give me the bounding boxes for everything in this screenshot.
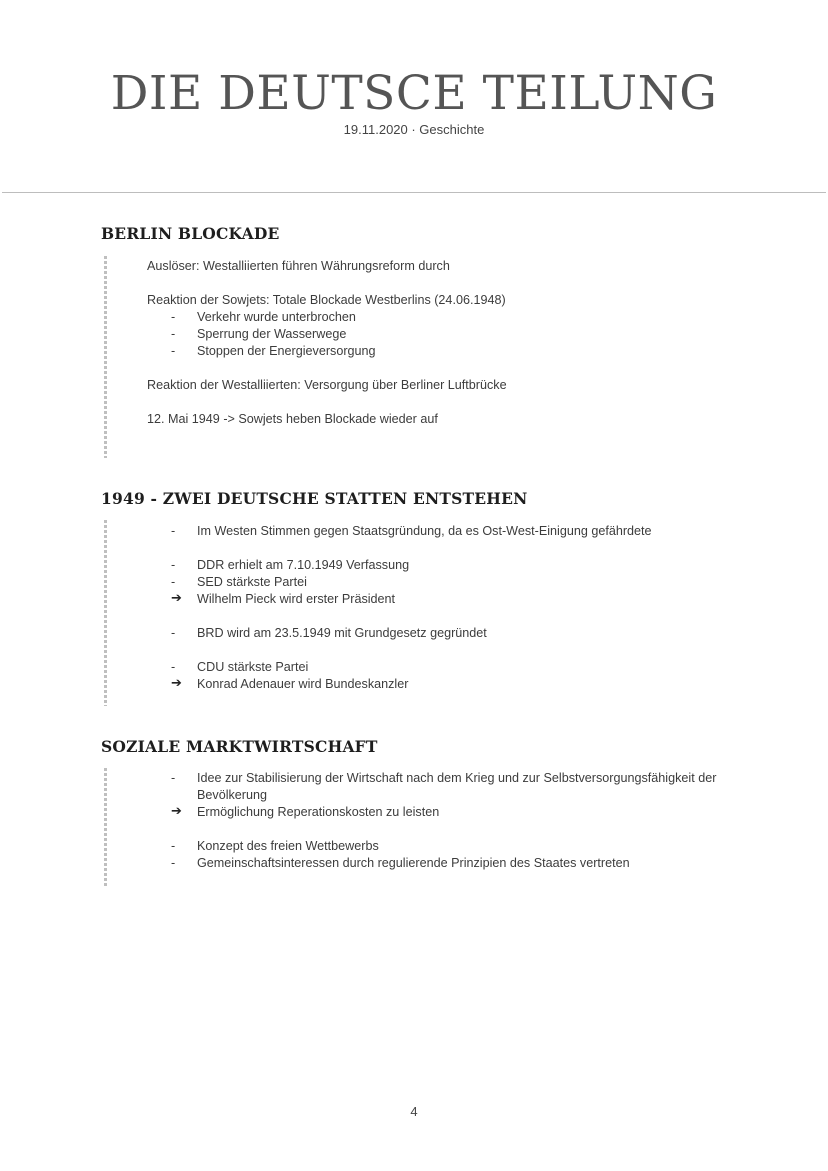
list-item: Idee zur Stabilisierung der Wirtschaft nach dem Krieg und zur Selbstversorgungsfähigkeit der	[197, 771, 717, 785]
arrow-right-icon: ➔	[171, 590, 182, 605]
list-item: Konrad Adenauer wird Bundeskanzler	[197, 677, 409, 691]
document-title: DIE DEUTSCE TEILUNG	[110, 66, 718, 121]
list-item: CDU stärkste Partei	[197, 660, 309, 674]
dash-bullet-icon: -	[171, 839, 176, 853]
section-bar	[104, 520, 107, 706]
dash-bullet-icon: -	[171, 327, 176, 341]
dash-bullet-icon: -	[171, 626, 176, 640]
dash-bullet-icon: -	[171, 558, 176, 572]
list-item-continuation: Bevölkerung	[197, 788, 268, 802]
document-subtitle: 19.11.2020 · Geschichte	[343, 122, 485, 137]
list-item: Wilhelm Pieck wird erster Präsident	[197, 592, 396, 606]
list-item: SED stärkste Partei	[197, 575, 307, 589]
list-item: Konzept des freien Wettbewerbs	[197, 839, 379, 853]
header-divider	[2, 192, 826, 193]
dash-bullet-icon: -	[171, 856, 176, 870]
section-bar	[104, 768, 107, 886]
dash-bullet-icon: -	[171, 771, 176, 785]
list-item: Stoppen der Energieversorgung	[197, 344, 376, 358]
list-item: Verkehr wurde unterbrochen	[197, 310, 356, 324]
arrow-right-icon: ➔	[171, 675, 182, 690]
section-bar	[104, 256, 107, 458]
text-line: Reaktion der Westalliierten: Versorgung über Berliner Luftbrücke	[147, 378, 507, 392]
list-item: Im Westen Stimmen gegen Staatsgründung, da es Ost-West-Einigung gefährdete	[197, 524, 652, 538]
arrow-right-icon: ➔	[171, 803, 182, 818]
text-line: Auslöser: Westalliierten führen Währungsreform durch	[147, 259, 450, 273]
dash-bullet-icon: -	[171, 524, 176, 538]
dash-bullet-icon: -	[171, 310, 176, 324]
list-item: BRD wird am 23.5.1949 mit Grundgesetz gegründet	[197, 626, 487, 640]
list-item: Ermöglichung Reperationskosten zu leisten	[197, 805, 440, 819]
text-line: 12. Mai 1949 -> Sowjets heben Blockade wieder auf	[147, 412, 438, 426]
dash-bullet-icon: -	[171, 660, 176, 674]
dash-bullet-icon: -	[171, 575, 176, 589]
section-heading-soziale-marktwirtschaft: SOZIALE MARKTWIRTSCHAFT	[101, 737, 378, 756]
dash-bullet-icon: -	[171, 344, 176, 358]
section-heading-berlin-blockade: BERLIN BLOCKADE	[101, 224, 280, 243]
list-item: Gemeinschaftsinteressen durch regulierende Prinzipien des Staates vertreten	[197, 856, 630, 870]
list-item: Sperrung der Wasserwege	[197, 327, 347, 341]
text-line: Reaktion der Sowjets: Totale Blockade Westberlins (24.06.1948)	[147, 293, 506, 307]
list-item: DDR erhielt am 7.10.1949 Verfassung	[197, 558, 410, 572]
section-heading-zwei-staaten: 1949 - ZWEI DEUTSCHE STATTEN ENTSTEHEN	[101, 489, 528, 508]
page-number: 4	[410, 1104, 418, 1119]
